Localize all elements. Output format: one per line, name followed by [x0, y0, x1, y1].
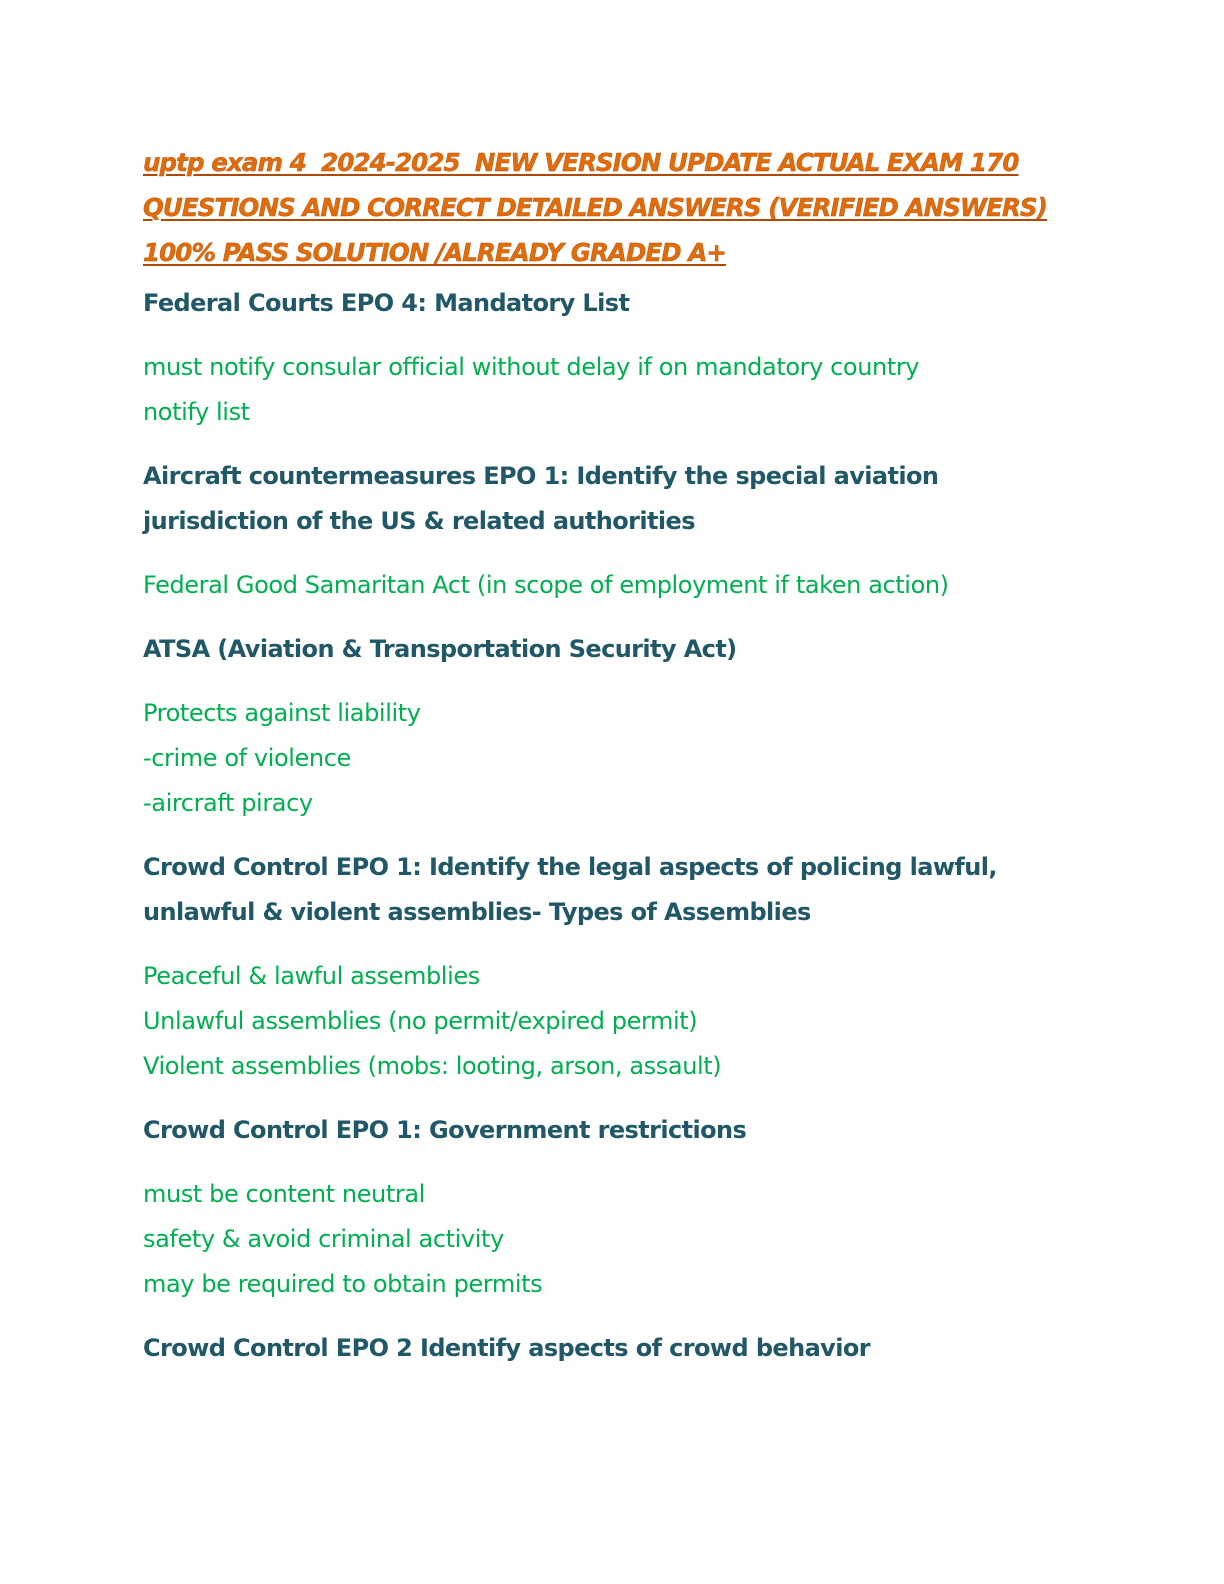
answer-line: Peaceful & lawful assemblies [143, 962, 480, 990]
answer-line: must notify consular official without delay if on mandatory country [143, 353, 920, 381]
question-text: Federal Courts EPO 4: Mandatory List [143, 289, 630, 317]
question-text: Crowd Control EPO 1: Government restrictions [143, 1116, 747, 1144]
answer-block [143, 345, 1083, 435]
answer-line: must be content neutral [143, 1180, 425, 1208]
document-title [143, 140, 1083, 275]
title-line: uptp exam 4 2024-2025 NEW VERSION UPDATE ACTUAL EXAM 170 [143, 148, 1019, 177]
answer-line: Unlawful assemblies (no permit/expired permit) [143, 1007, 698, 1035]
answer-line: Violent assemblies (mobs: looting, arson, assault) [143, 1052, 722, 1080]
title-line: 100% PASS SOLUTION /ALREADY GRADED A+ [143, 238, 727, 267]
answer-line: Protects against liability [143, 699, 421, 727]
answer-line: may be required to obtain permits [143, 1270, 543, 1298]
answer-line: -crime of violence [143, 744, 351, 772]
answer-block [143, 1172, 1083, 1307]
question-text: Aircraft countermeasures EPO 1: Identify the special aviation jurisdiction of the US & related authorities [143, 462, 939, 535]
answer-line: Federal Good Samaritan Act (in scope of employment if taken action) [143, 571, 949, 599]
title-line: QUESTIONS AND CORRECT DETAILED ANSWERS (VERIFIED ANSWERS) [143, 193, 1047, 222]
answer-line: -aircraft piracy [143, 789, 313, 817]
answer-block [143, 954, 1083, 1089]
question-text: Crowd Control EPO 1: Identify the legal aspects of policing lawful, unlawful & violent assemblies- Types of Assemblies [143, 853, 997, 926]
answer-block [143, 691, 1083, 826]
answer-line: notify list [143, 398, 250, 426]
question-text: Crowd Control EPO 2 Identify aspects of crowd behavior [143, 1334, 870, 1362]
question-text: ATSA (Aviation & Transportation Security Act) [143, 635, 737, 663]
answer-block [143, 563, 1083, 608]
answer-line: safety & avoid criminal activity [143, 1225, 504, 1253]
document-page [143, 140, 1083, 1371]
